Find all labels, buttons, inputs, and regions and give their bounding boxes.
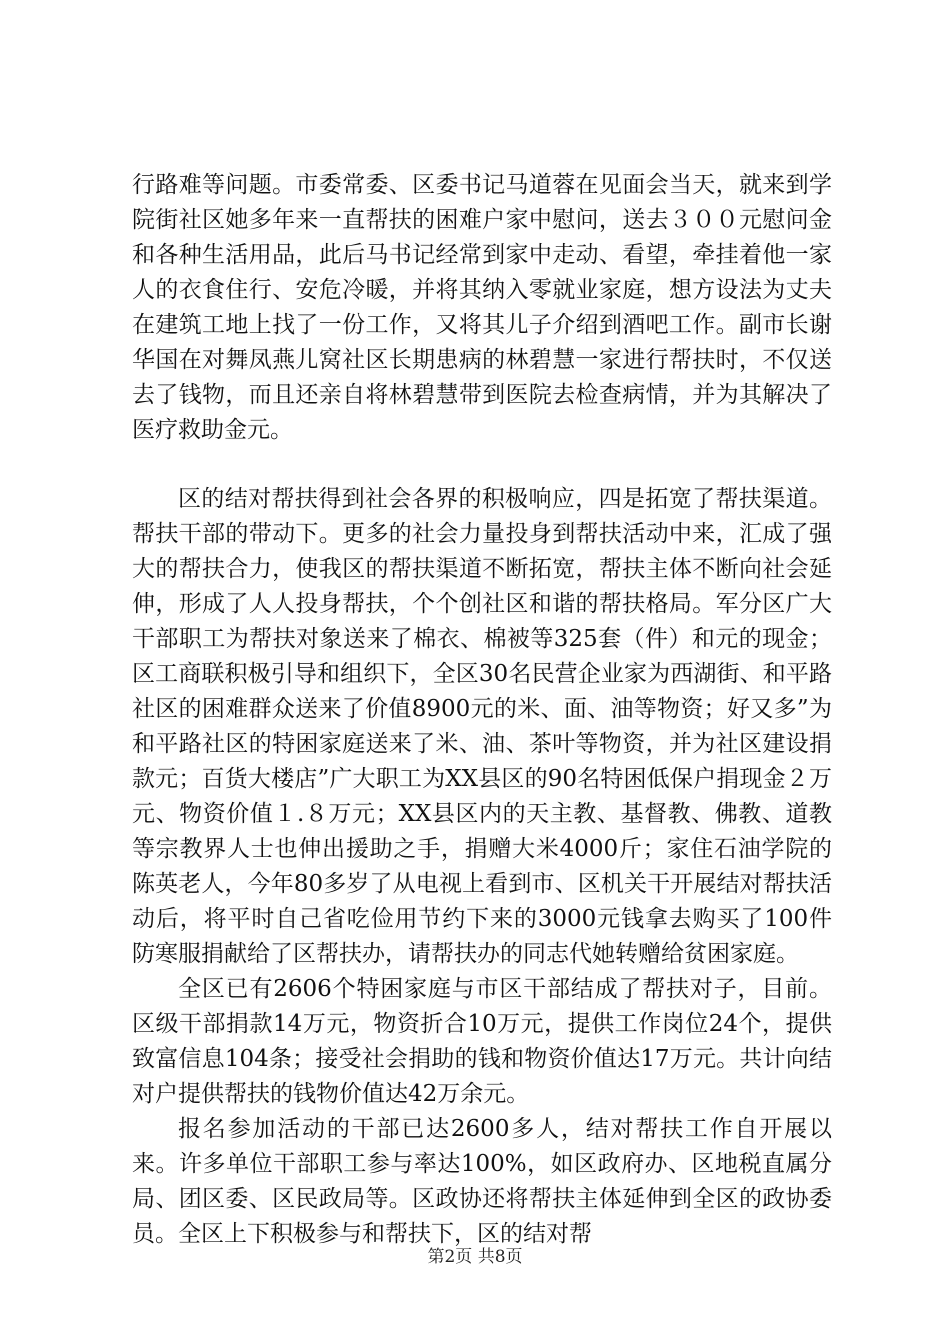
paragraph-4: 报名参加活动的干部已达2600多人，结对帮扶工作自开展以来。许多单位干部职工参与率达100%，如区政府办、区地税直属分局、团区委、区民政局等。区政协还将帮扶主体延伸到全区的政协委员。全区上下积极参与和帮扶下，区的结对帮 xyxy=(132,1116,832,1247)
paragraph-spacer xyxy=(132,448,832,482)
page-footer: 第2页 共8页 xyxy=(427,1247,523,1267)
document-body xyxy=(132,168,832,1252)
paragraph-3: 全区已有2606个特困家庭与市区干部结成了帮扶对子，目前。区级干部捐款14万元，物资折合10万元，提供工作岗位24个，提供致富信息104条；接受社会捐助的钱和物资价值达17万元。共计向结对户提供帮扶的钱物价值达42万余元。 xyxy=(132,976,832,1107)
paragraph-2: 区的结对帮扶得到社会各界的积极响应，四是拓宽了帮扶渠道。帮扶干部的带动下。更多的社会力量投身到帮扶活动中来，汇成了强大的帮扶合力，使我区的帮扶渠道不断拓宽，帮扶主体不断向社会延伸，形成了人人投身帮扶，个个创社区和谐的帮扶格局。军分区广大干部职工为帮扶对象送来了棉衣、棉被等325套（件）和元的现金；区工商联积极引导和组织下，全区30名民营企业家为西湖街、和平路社区的困难群众送来了价值8900元的米、面、油等物资；好又多”为和平路社区的特困家庭送来了米、油、茶叶等物资，并为社区建设捐款元；百货大楼店”广大职工为XX县区的90名特困低保户捐现金２万元、物资价值１.８万元；XX县区内的天主教、基督教、佛教、道教等宗教界人士也伸出援助之手，捐赠大米4000斤；家住石油学院的陈英老人，今年80多岁了从电视上看到市、区机关干开展结对帮扶活动后，将平时自己省吃俭用节约下来的3000元钱拿去购买了100件防寒服捐献给了区帮扶办，请帮扶办的同志代她转赠给贫困家庭。 xyxy=(132,486,832,967)
paragraph-1: 行路难等问题。市委常委、区委书记马道蓉在见面会当天，就来到学院街社区她多年来一直帮扶的困难户家中慰问，送去３００元慰问金和各种生活用品，此后马书记经常到家中走动、看望，牵挂着他一家人的衣食住行、安危冷暖，并将其纳入零就业家庭，想方设法为丈夫在建筑工地上找了一份工作，又将其儿子介绍到酒吧工作。副市长谢华国在对舞凤燕儿窝社区长期患病的林碧慧一家进行帮扶时，不仅送去了钱物，而且还亲自将林碧慧带到医院去检查病情，并为其解决了医疗救助金元。 xyxy=(132,172,832,443)
